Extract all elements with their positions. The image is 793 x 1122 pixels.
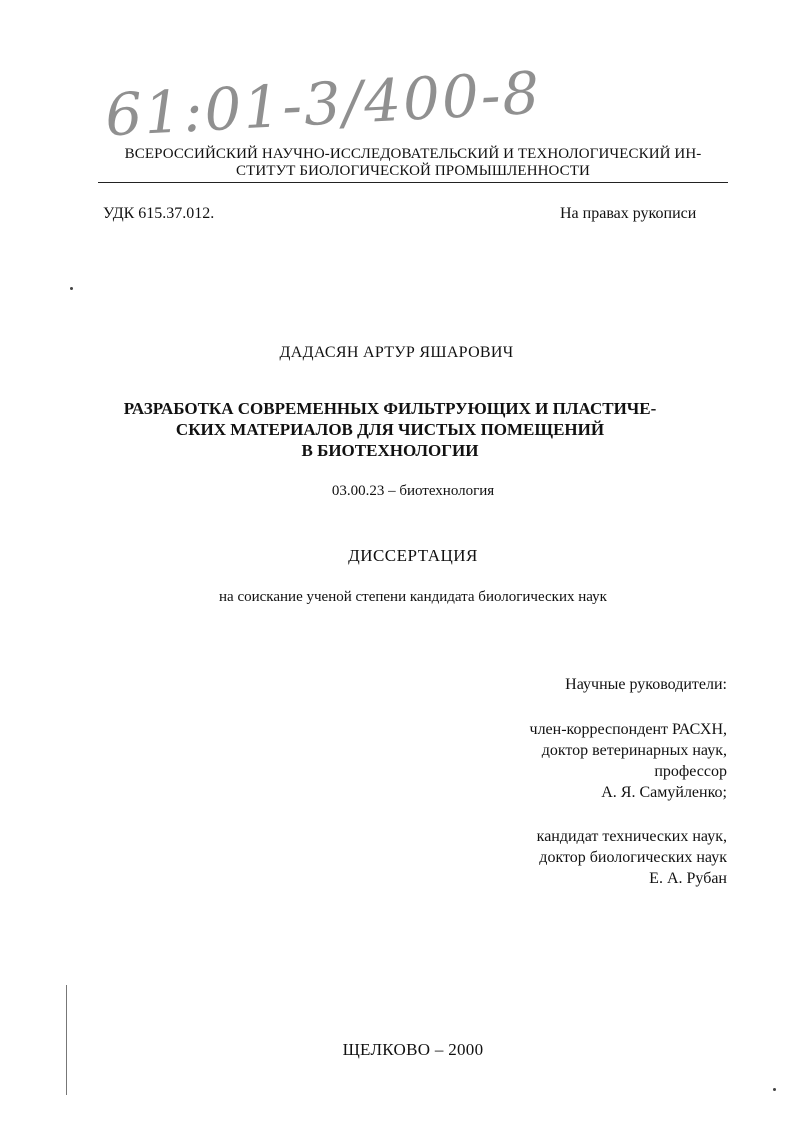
specialty-code: 03.00.23 – биотехнология [331,483,495,499]
place-and-year: ЩЕЛКОВО – 2000 [342,1040,484,1059]
supervisor-1-title-1: член-корреспондент РАСХН, [529,721,727,738]
supervisor-1-title-3: профессор [654,763,727,780]
document-type: ДИССЕРТАЦИЯ [348,546,478,565]
title-line-3: В БИОТЕХНОЛОГИИ [301,441,479,460]
supervisor-2-title-1: кандидат технических наук, [536,828,727,845]
institution-line-1: ВСЕРОССИЙСКИЙ НАУЧНО-ИССЛЕДОВАТЕЛЬСКИЙ И ТЕХНОЛОГИЧЕСКИЙ ИН- [124,146,702,162]
supervisors-heading: Научные руководители: [565,676,727,693]
title-line-2: СКИХ МАТЕРИАЛОВ ДЛЯ ЧИСТЫХ ПОМЕЩЕНИЙ [175,420,605,439]
supervisor-2-name: Е. А. Рубан [649,870,727,887]
handwritten-archive-mark: 61:01-3/400-8 [103,58,543,150]
supervisor-2 [537,826,727,889]
manuscript-rights-note: На правах рукописи [560,205,697,222]
scan-speck [70,287,73,290]
header-divider [98,182,728,183]
degree-statement: на соискание ученой степени кандидата биологических наук [219,589,607,605]
institution-name [98,146,728,180]
udk-code: УДК 615.37.012. [103,205,215,222]
supervisor-1-name: А. Я. Самуйленко; [601,784,727,801]
supervisor-1 [530,719,727,803]
supervisor-2-title-2: доктор биологических наук [539,849,727,866]
author-name: ДАДАСЯН АРТУР ЯШАРОВИЧ [279,344,514,361]
supervisor-1-title-2: доктор ветеринарных наук, [541,742,727,759]
scan-speck [773,1088,776,1091]
institution-line-2: СТИТУТ БИОЛОГИЧЕСКОЙ ПРОМЫШЛЕННОСТИ [236,163,590,179]
title-line-1: РАЗРАБОТКА СОВРЕМЕННЫХ ФИЛЬТРУЮЩИХ И ПЛАСТИЧЕ- [123,399,657,418]
dissertation-title [100,398,680,461]
